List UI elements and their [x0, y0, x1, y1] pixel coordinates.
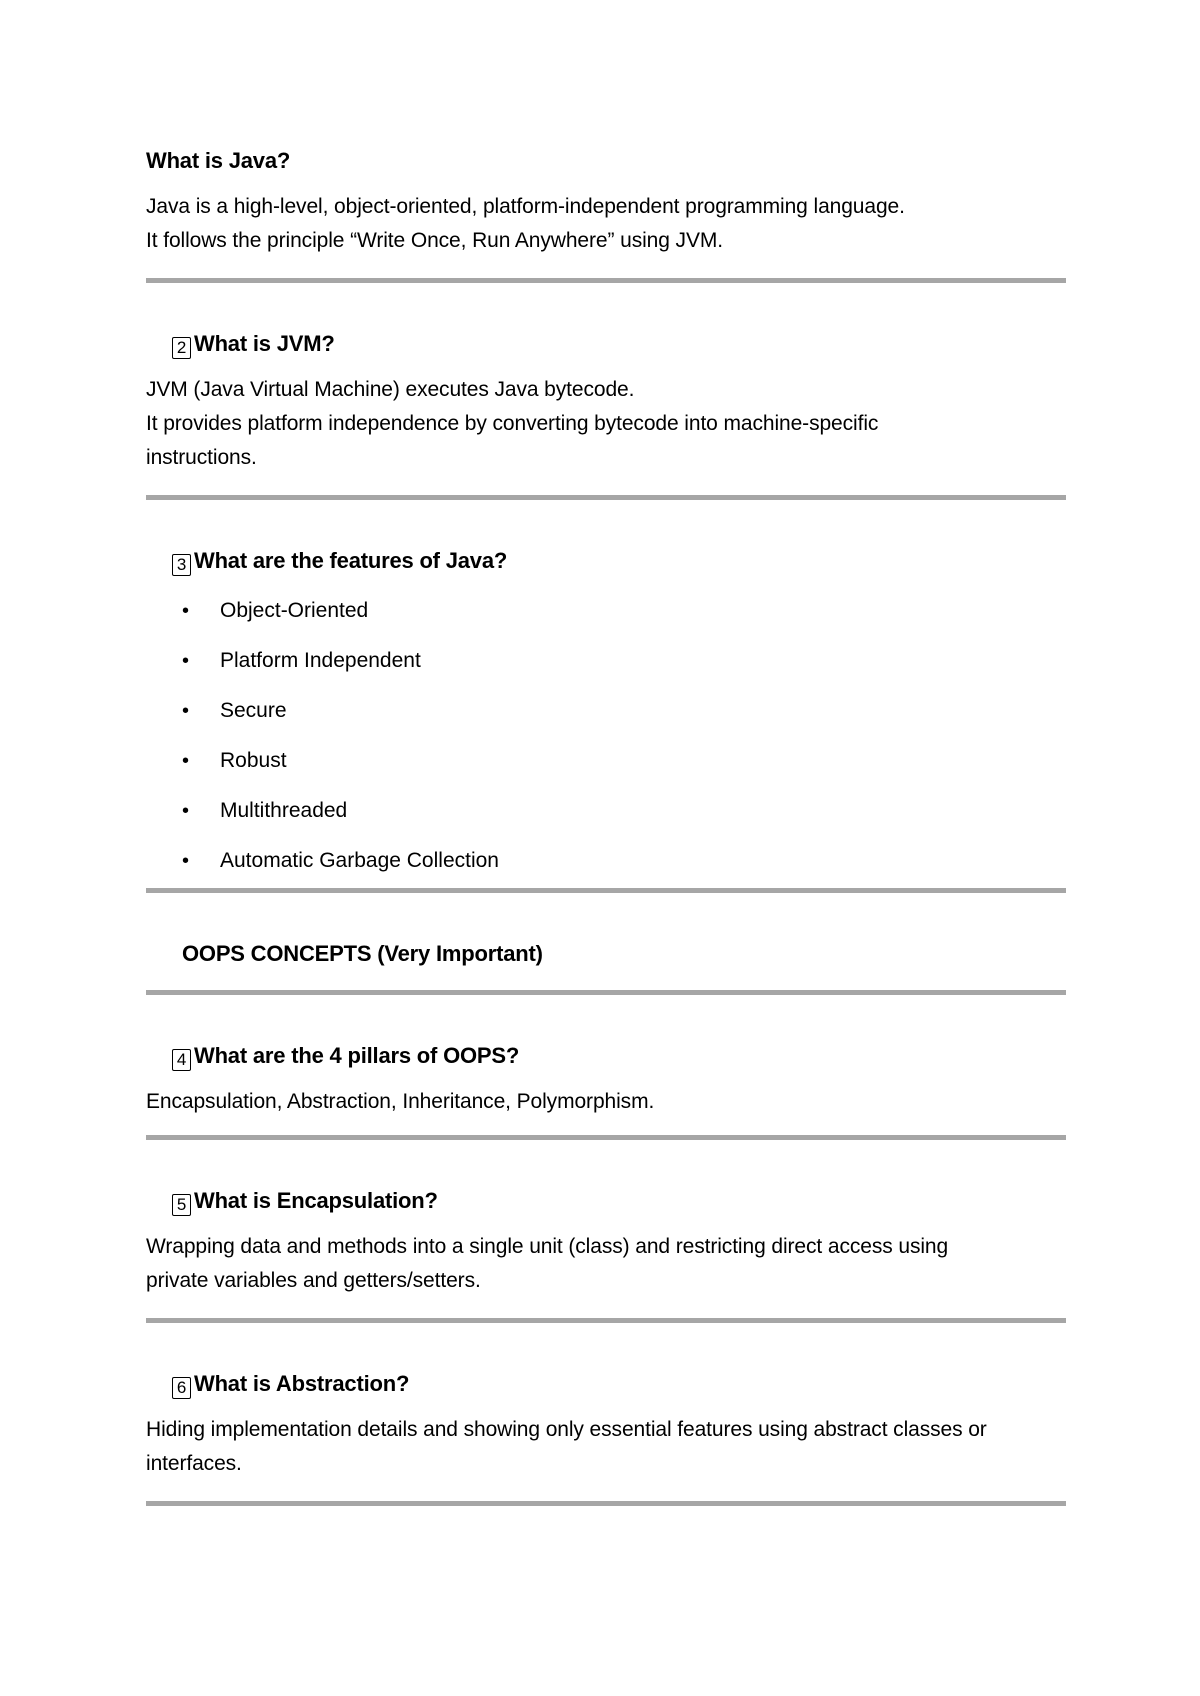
list-item-text: Robust	[220, 749, 287, 772]
text-line: It provides platform independence by converting bytecode into machine-specific	[146, 412, 879, 435]
horizontal-rule	[146, 1501, 1066, 1506]
heading-text: What is Encapsulation?	[194, 1188, 438, 1213]
list-item	[146, 596, 1066, 646]
paragraph-abstraction	[146, 1413, 1066, 1481]
text-line: instructions.	[146, 446, 257, 469]
heading-what-is-java: What is Java?	[146, 148, 291, 173]
section-features-of-java	[146, 546, 1066, 882]
number-box-5: 5	[172, 1194, 191, 1216]
paragraph-pillars-of-oops	[146, 1085, 1066, 1119]
list-item	[146, 646, 1066, 696]
number-box-3: 3	[172, 554, 191, 576]
section-encapsulation	[146, 1186, 1066, 1298]
section-what-is-jvm	[146, 329, 1066, 475]
heading-features-of-java	[146, 546, 1066, 576]
heading-encapsulation	[146, 1186, 1066, 1216]
heading-text: What are the features of Java?	[194, 548, 508, 573]
bullet-icon: •	[182, 600, 190, 622]
list-item	[146, 746, 1066, 796]
features-list	[146, 596, 1066, 882]
section-what-is-java	[146, 146, 1066, 258]
number-box-2: 2	[172, 337, 191, 359]
paragraph-encapsulation	[146, 1230, 1066, 1298]
heading-what-is-jvm	[146, 329, 1066, 359]
number-box-4: 4	[172, 1049, 191, 1071]
text-line: Hiding implementation details and showing only essential features using abstract classes or	[146, 1418, 987, 1441]
section-abstraction	[146, 1369, 1066, 1481]
text-line: interfaces.	[146, 1452, 242, 1475]
text-line: JVM (Java Virtual Machine) executes Java bytecode.	[146, 378, 635, 401]
heading-abstraction	[146, 1369, 1066, 1399]
list-item-text: Object-Oriented	[220, 599, 369, 622]
text-line: Wrapping data and methods into a single unit (class) and restricting direct access using	[146, 1235, 949, 1258]
heading-pillars-of-oops	[146, 1041, 1066, 1071]
list-item-text: Secure	[220, 699, 287, 722]
list-item-text: Multithreaded	[220, 799, 348, 822]
document-content	[146, 146, 1066, 1506]
paragraph-what-is-java	[146, 190, 1066, 258]
number-box-6: 6	[172, 1377, 191, 1399]
heading-oops-concepts: OOPS CONCEPTS (Very Important)	[182, 941, 543, 966]
list-item	[146, 696, 1066, 746]
bullet-icon: •	[182, 700, 190, 722]
text-line: Java is a high-level, object-oriented, platform-independent programming language.	[146, 195, 905, 218]
text-line: Encapsulation, Abstraction, Inheritance, Polymorphism.	[146, 1090, 655, 1113]
bullet-icon: •	[182, 650, 190, 672]
heading-text: What is Abstraction?	[194, 1371, 410, 1396]
list-item	[146, 846, 1066, 882]
paragraph-what-is-jvm	[146, 373, 1066, 475]
heading-text: What are the 4 pillars of OOPS?	[194, 1043, 520, 1068]
list-item-text: Platform Independent	[220, 649, 421, 672]
list-item	[146, 796, 1066, 846]
list-item-text: Automatic Garbage Collection	[220, 849, 499, 872]
bullet-icon: •	[182, 850, 190, 872]
text-line: private variables and getters/setters.	[146, 1269, 481, 1292]
text-line: It follows the principle “Write Once, Run Anywhere” using JVM.	[146, 229, 723, 252]
heading-text: What is JVM?	[194, 331, 335, 356]
bullet-icon: •	[182, 750, 190, 772]
bullet-icon: •	[182, 800, 190, 822]
section-pillars-of-oops	[146, 1041, 1066, 1119]
